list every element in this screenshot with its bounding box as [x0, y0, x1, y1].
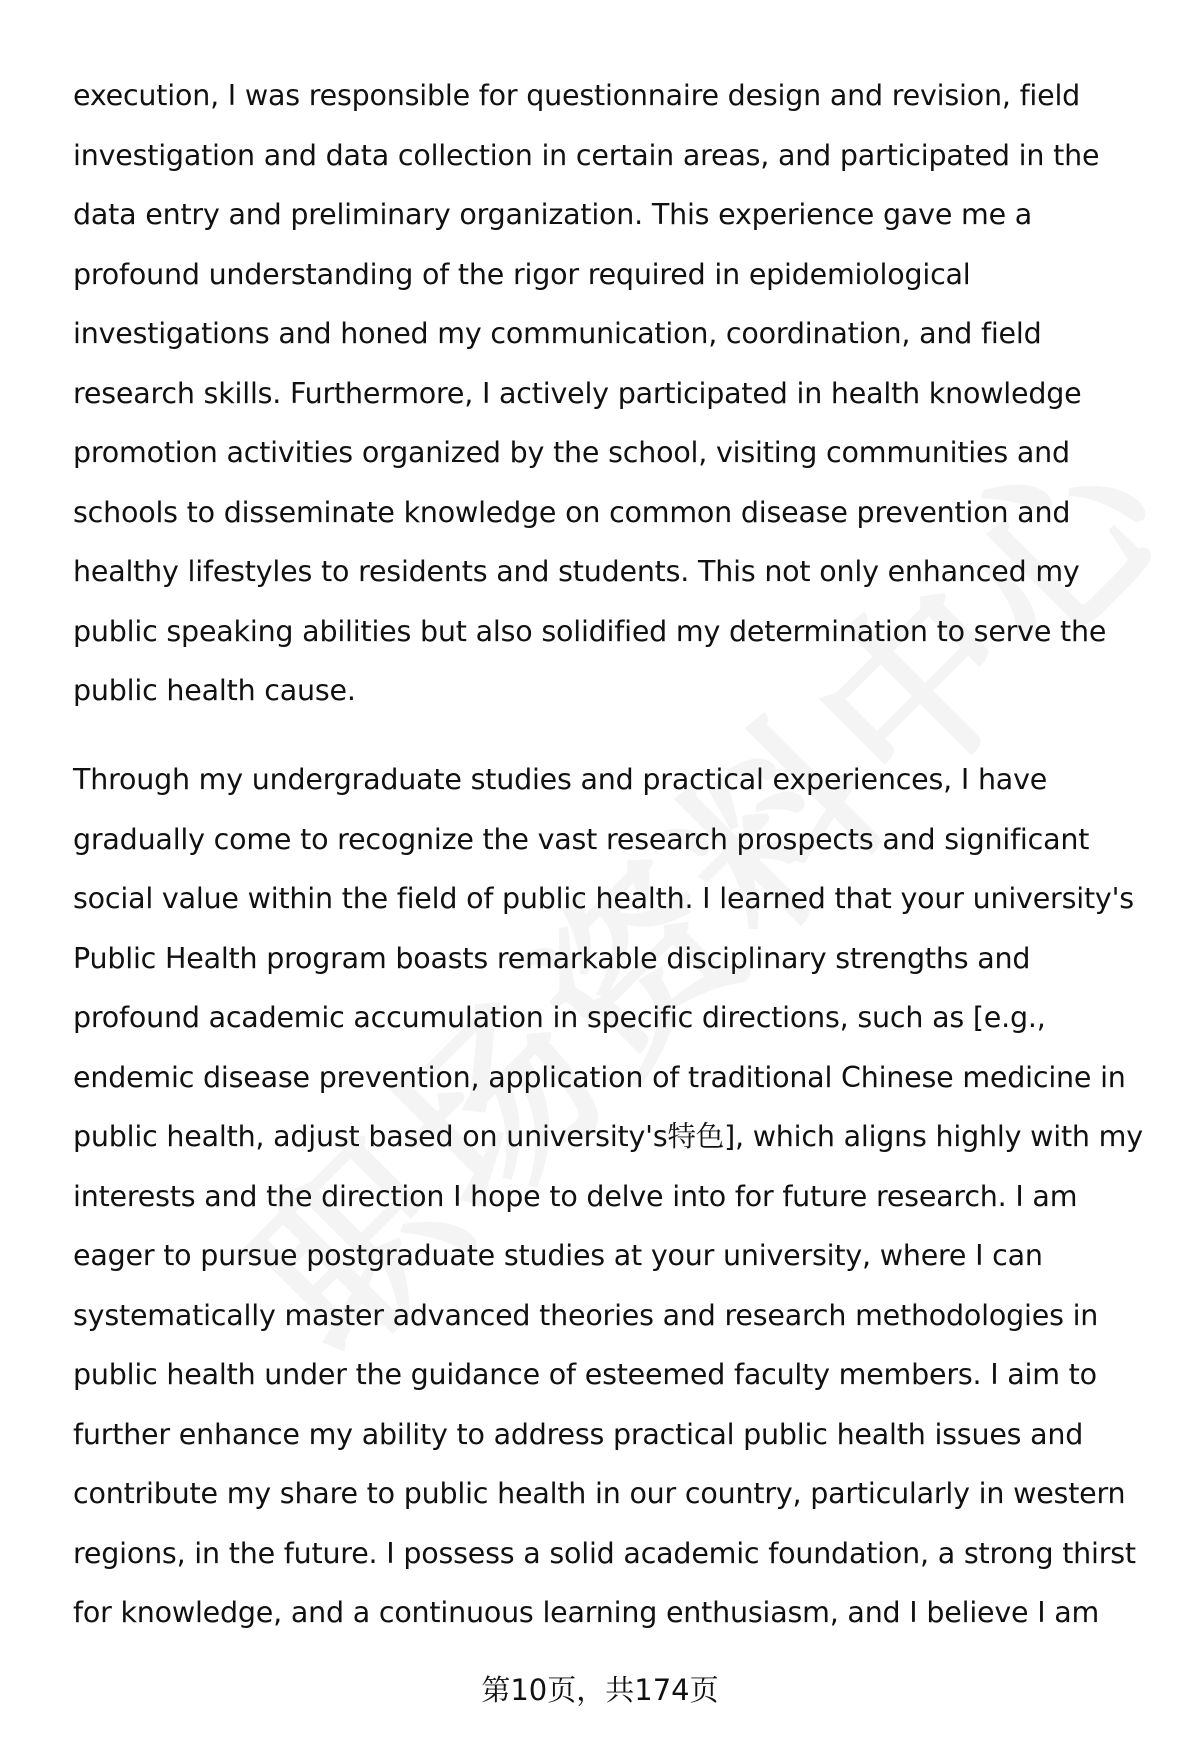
- text-line: investigation and data collection in certain areas, and participated in the: [73, 138, 1100, 172]
- text-line: schools to disseminate knowledge on common disease prevention and: [73, 495, 1071, 529]
- text-line: contribute my share to public health in our country, particularly in western: [73, 1477, 1126, 1510]
- text-line: for knowledge, and a continuous learning enthusiasm, and I believe I am: [73, 1596, 1100, 1629]
- page-number-footer: 第10页，共174页: [481, 1673, 719, 1707]
- text-line: public speaking abilities but also solidified my determination to serve the: [73, 614, 1107, 648]
- text-line: eager to pursue postgraduate studies at your university, where I can: [73, 1239, 1043, 1272]
- text-line: data entry and preliminary organization. This experience gave me a: [73, 198, 1033, 231]
- text-line: investigations and honed my communication, coordination, and field: [73, 317, 1042, 350]
- document-body: [73, 66, 1153, 1643]
- text-line: public health cause.: [73, 674, 356, 707]
- text-line: systematically master advanced theories and research methodologies in: [73, 1298, 1099, 1332]
- text-line: healthy lifestyles to residents and students. This not only enhanced my: [73, 555, 1080, 588]
- text-line: further enhance my ability to address practical public health issues and: [73, 1417, 1084, 1451]
- text-line: promotion activities organized by the school, visiting communities and: [73, 436, 1070, 469]
- text-line: Through my undergraduate studies and practical experiences, I have: [73, 763, 1048, 796]
- paragraph-1: [73, 66, 1153, 721]
- text-line: Public Health program boasts remarkable disciplinary strengths and: [73, 941, 1031, 975]
- text-line: public health under the guidance of esteemed faculty members. I aim to: [73, 1358, 1097, 1391]
- text-line: interests and the direction I hope to delve into for future research. I am: [73, 1179, 1078, 1213]
- text-line: profound academic accumulation in specific directions, such as [e.g.,: [73, 1001, 1046, 1034]
- text-line: research skills. Furthermore, I actively participated in health knowledge: [73, 376, 1082, 410]
- text-line: public health, adjust based on university's特色], which aligns highly with my: [73, 1120, 1143, 1153]
- paragraph-2: [73, 750, 1153, 1643]
- text-line: social value within the field of public health. I learned that your university's: [73, 882, 1134, 915]
- text-line: endemic disease prevention, application of traditional Chinese medicine in: [73, 1060, 1126, 1094]
- text-line: execution, I was responsible for questionnaire design and revision, field: [73, 79, 1081, 112]
- text-line: profound understanding of the rigor required in epidemiological: [73, 257, 971, 291]
- text-line: regions, in the future. I possess a solid academic foundation, a strong thirst: [73, 1536, 1136, 1570]
- text-line: gradually come to recognize the vast research prospects and significant: [73, 822, 1090, 856]
